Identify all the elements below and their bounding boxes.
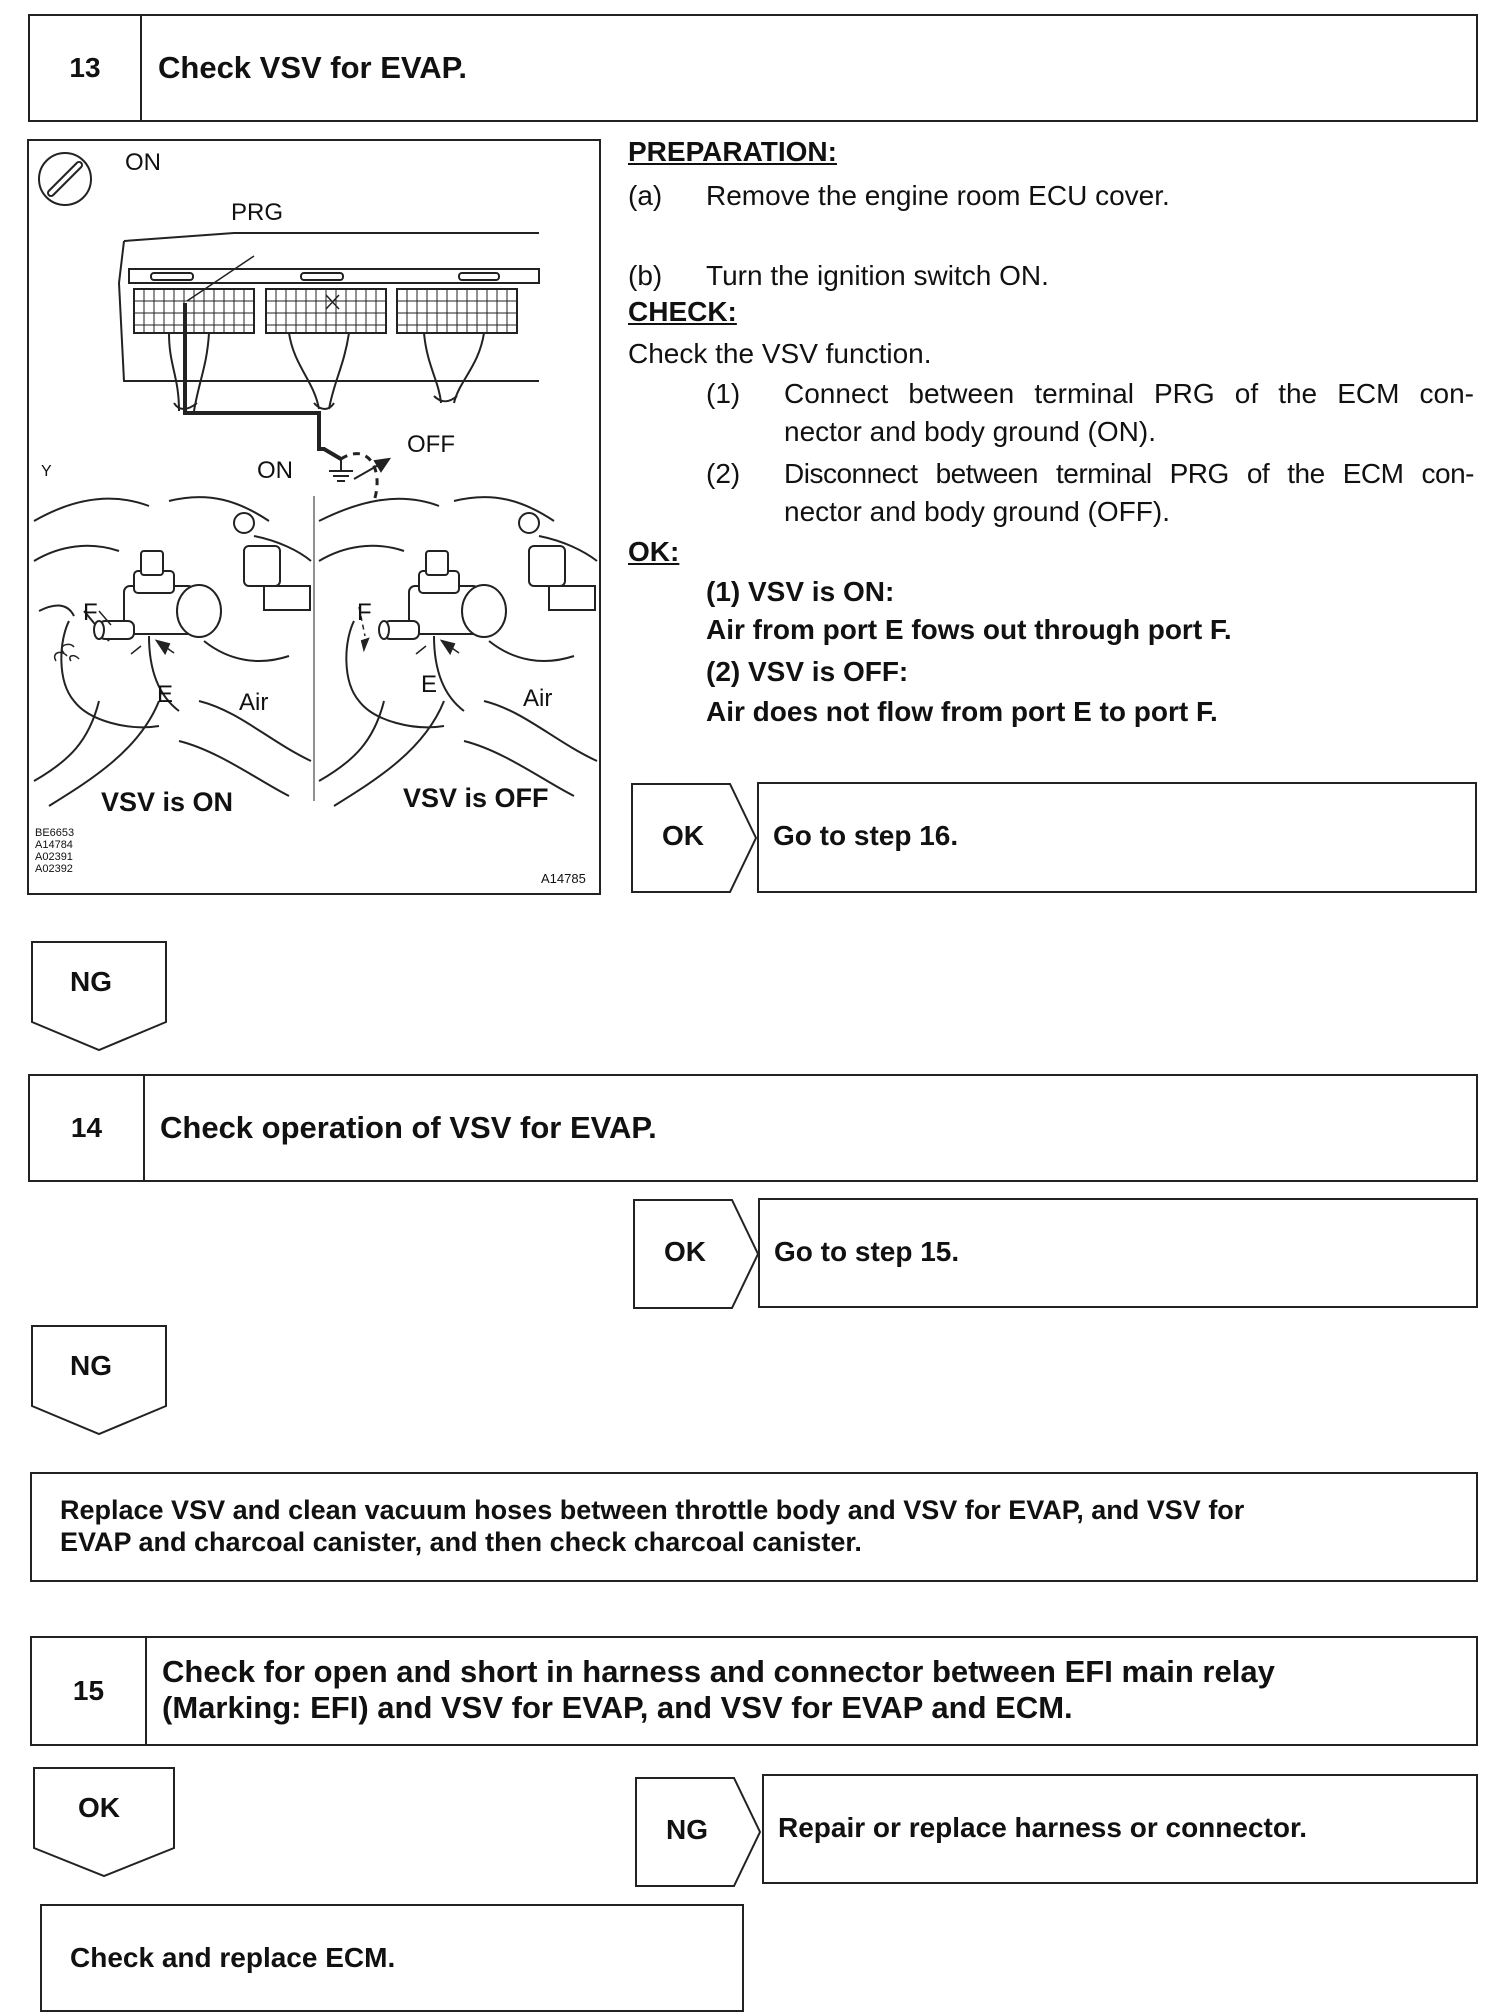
prep-b-label: (b): [628, 260, 663, 291]
check-1-line1: Connect between terminal PRG of the ECM con-: [784, 378, 1474, 409]
check-2-line2: nector and body ground (OFF).: [784, 496, 1170, 527]
step-15-title-line1: Check for open and short in harness and connector between EFI main relay: [162, 1654, 1275, 1689]
vsv-off-drawing: [319, 497, 597, 806]
step-14-title: Check operation of VSV for EVAP.: [160, 1110, 657, 1146]
label-e-right: E: [421, 671, 438, 698]
step-15-header: [30, 1636, 1478, 1746]
step-15-ng-result: [762, 1774, 1478, 1884]
figure-code-right: A14785: [541, 871, 586, 886]
step-14-ng-result: [30, 1472, 1478, 1582]
label-prg: PRG: [231, 199, 284, 226]
figure-code-1: BE6653: [35, 827, 75, 839]
label-on-mid: ON: [257, 457, 293, 484]
label-on-top: ON: [125, 149, 161, 176]
step-13-figure: [27, 139, 601, 895]
step-15-ok-label: OK: [78, 1792, 120, 1823]
ecm-connector-drawing: [119, 233, 539, 501]
prep-a-label: (a): [628, 180, 663, 211]
label-off: OFF: [407, 431, 455, 458]
step-14-ok-label: OK: [664, 1236, 706, 1267]
label-air-left: Air: [239, 689, 269, 716]
step-14-header: [28, 1074, 1478, 1182]
caption-vsv-on: VSV is ON: [101, 787, 234, 817]
preparation-heading: PREPARATION:: [628, 136, 837, 167]
step-15-ok-result-text: Check and replace ECM.: [70, 1942, 396, 1973]
figure-code-3: A02391: [35, 851, 73, 863]
prep-a-text: Remove the engine room ECU cover.: [706, 180, 1170, 211]
check-2-label: (2): [706, 458, 741, 489]
label-f-right: F: [357, 599, 372, 626]
step-14-number: 14: [30, 1076, 145, 1180]
caption-vsv-off: VSV is OFF: [403, 783, 549, 813]
step-13-header: [28, 14, 1478, 122]
ok-heading: OK:: [628, 536, 680, 567]
step-15-number: 15: [32, 1638, 147, 1744]
step-13-number: 13: [30, 16, 142, 120]
step-15-title-line2: (Marking: EFI) and VSV for EVAP, and VSV for EVAP and ECM.: [162, 1690, 1073, 1725]
step-13-ng-label: NG: [70, 966, 112, 997]
label-e-left: E: [157, 681, 174, 708]
vsv-illustration: [29, 141, 599, 893]
ok-2-text: Air does not flow from port E to port F.: [706, 696, 1218, 727]
step-14-ng-label: NG: [70, 1350, 112, 1381]
label-y: Y: [41, 463, 52, 480]
ignition-key-icon: [39, 153, 91, 205]
figure-code-2: A14784: [35, 839, 73, 851]
step-13-ok-result: [757, 782, 1477, 893]
step-14-ng-result-line1: Replace VSV and clean vacuum hoses between throttle body and VSV for EVAP, and VSV for: [60, 1495, 1245, 1525]
check-text: Check the VSV function.: [628, 338, 932, 369]
label-f-left: F: [83, 599, 98, 626]
ok-2-title: (2) VSV is OFF:: [706, 656, 909, 687]
step-14-ng-result-line2: EVAP and charcoal canister, and then check charcoal canister.: [60, 1527, 862, 1557]
ok-1-text: Air from port E fows out through port F.: [706, 614, 1232, 645]
ok-1-title: (1) VSV is ON:: [706, 576, 895, 607]
check-heading: CHECK:: [628, 296, 737, 327]
check-1-line2: nector and body ground (ON).: [784, 416, 1156, 447]
step-14-ok-result-text: Go to step 15.: [774, 1236, 960, 1267]
check-1-label: (1): [706, 378, 741, 409]
step-14-ok-result: [758, 1198, 1478, 1308]
step-13-title: Check VSV for EVAP.: [158, 50, 467, 86]
prep-b-text: Turn the ignition switch ON.: [706, 260, 1049, 291]
step-15-ng-label: NG: [666, 1814, 708, 1845]
step-13-ok-label: OK: [662, 820, 704, 851]
check-2-line1: Disconnect between terminal PRG of the ECM con-: [784, 458, 1474, 489]
vsv-on-drawing: [34, 497, 311, 806]
label-air-right: Air: [523, 685, 553, 712]
step-15-ng-result-text: Repair or replace harness or connector.: [778, 1812, 1308, 1843]
step-13-ok-result-text: Go to step 16.: [773, 820, 959, 851]
step-15-ok-result: [40, 1904, 744, 2012]
figure-code-4: A02392: [35, 863, 73, 875]
